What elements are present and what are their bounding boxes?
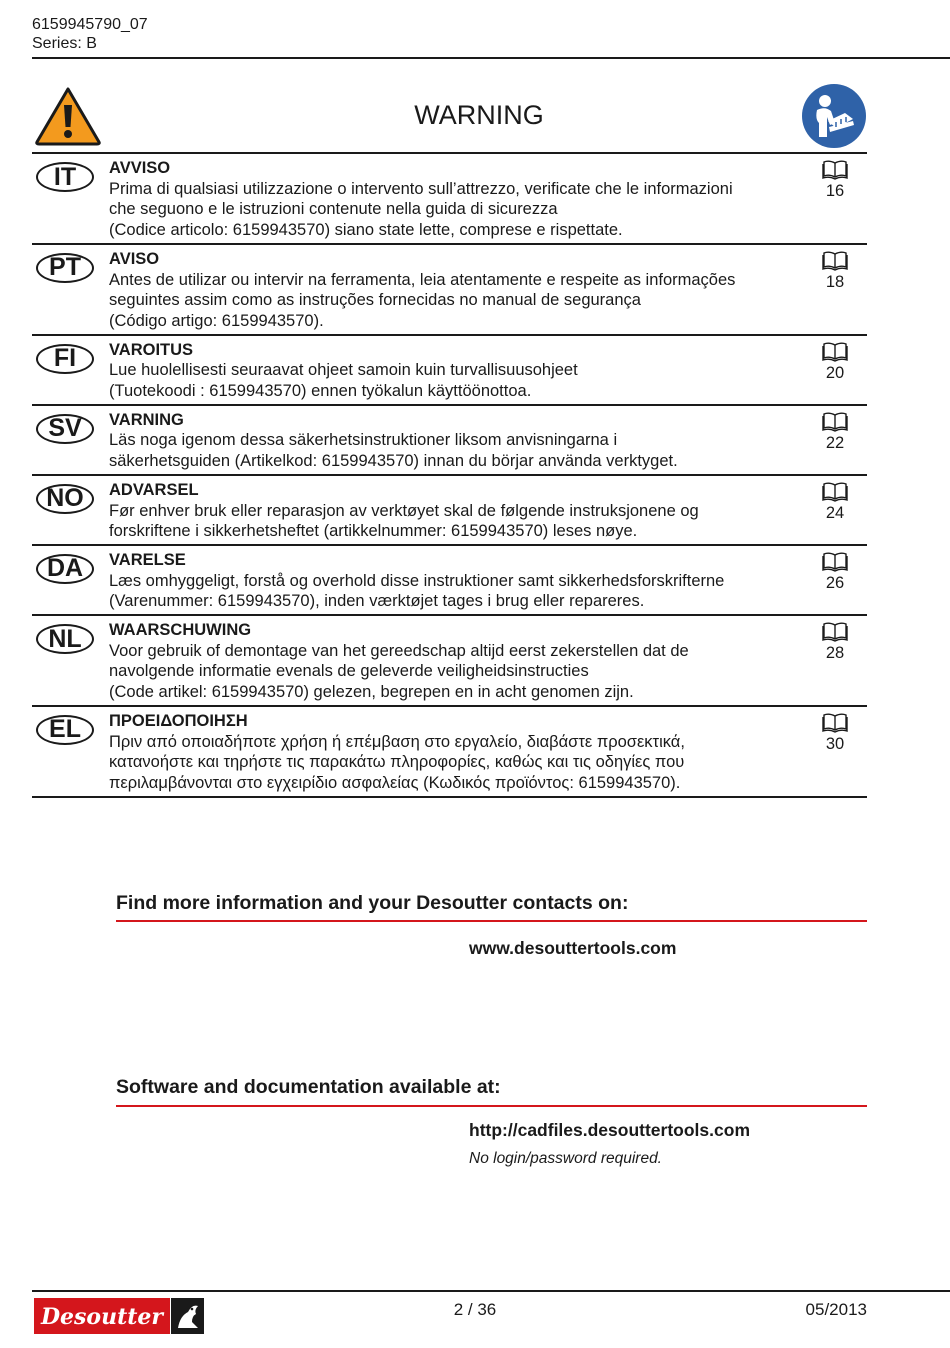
manual-page-reference <box>821 622 849 663</box>
document-code: 6159945790_07 <box>32 16 148 33</box>
warning-heading: AVISO <box>109 249 160 268</box>
book-icon <box>822 482 848 502</box>
manual-page-reference <box>821 482 849 523</box>
software-heading: Software and documentation available at: <box>116 1076 501 1098</box>
warning-table <box>32 152 867 798</box>
warning-heading: AVVISO <box>109 159 171 177</box>
language-code-badge: IT <box>36 162 94 192</box>
footer-rule <box>32 1290 950 1292</box>
header-rule <box>32 57 950 59</box>
page-number: 2 / 36 <box>453 1300 497 1319</box>
manual-page-number: 26 <box>825 573 845 592</box>
contacts-url-link[interactable]: www.desouttertools.com <box>469 938 677 958</box>
contacts-heading: Find more information and your Desoutter contacts on: <box>116 892 629 914</box>
warning-text <box>109 550 809 612</box>
language-code-badge: EL <box>36 715 94 745</box>
warning-row-pt <box>32 243 867 334</box>
manual-page-number: 30 <box>825 734 845 753</box>
warning-text <box>109 340 809 402</box>
publication-date: 05/2013 <box>805 1300 867 1319</box>
book-icon <box>822 342 848 362</box>
warning-row-fi <box>32 334 867 404</box>
warning-row-it <box>32 152 867 243</box>
book-icon <box>822 251 848 271</box>
manual-page-number: 28 <box>825 644 845 663</box>
warning-row-no <box>32 474 867 544</box>
warning-row-el <box>32 705 867 798</box>
read-manual-icon <box>801 83 867 149</box>
warning-text <box>109 480 809 542</box>
warning-heading: ΠΡΟΕΙΔΟΠΟΙΗΣΗ <box>109 711 248 730</box>
page-title: WARNING <box>414 100 544 130</box>
manual-page-number: 18 <box>825 272 845 291</box>
warning-body: Πριν από οποιαδήποτε χρήση ή επέμβαση στο εργαλείο, διαβάστε προσεκτικά, κατανοήστε και τηρήστε τις παρακάτω πληροφορίες, καθώς και τις οδηγίες που περιλαμβάνονται στο εγχειρίδιο ασφαλείας (Κωδικός προϊόντος: 6159943570). <box>109 732 685 792</box>
book-icon <box>822 622 848 642</box>
manual-page-reference <box>821 552 849 593</box>
manual-page-reference <box>821 412 849 453</box>
warning-body: Læs omhyggeligt, forstå og overhold disse instruktioner samt sikkerhedsforskrifterne (Varenummer: 6159943570), inden værktøjet tages i brug eller repareres. <box>109 571 725 611</box>
warning-heading: WAARSCHUWING <box>109 621 252 640</box>
warning-heading: ADVARSEL <box>109 480 199 499</box>
warning-text <box>109 158 809 241</box>
series-label: Series: B <box>32 35 97 52</box>
warning-body: Før enhver bruk eller reparasjon av verktøyet skal de følgende instruksjonene og forskriftene i sikkerhetsheftet (artikkelnummer: 6159943570) leses nøye. <box>109 501 699 541</box>
manual-page-number: 20 <box>825 363 845 382</box>
manual-page-reference <box>821 160 849 201</box>
manual-page-number: 22 <box>825 433 845 452</box>
language-code-badge: NO <box>36 484 94 514</box>
language-code-badge: PT <box>36 253 94 283</box>
contacts-divider <box>116 920 867 922</box>
manual-page-reference <box>821 713 849 754</box>
software-divider <box>116 1105 867 1107</box>
warning-body: Prima di qualsiasi utilizzazione o intervento sull’attrezzo, verificate che le informazioni che seguono e le istruzioni contenute nella guida di sicurezza (Codice articolo: 6159943570) siano state lette, comprese e rispettate. <box>109 179 733 240</box>
software-url-link[interactable]: http://cadfiles.desouttertools.com <box>469 1120 750 1140</box>
manual-page-reference <box>821 251 849 292</box>
warning-row-da <box>32 544 867 614</box>
book-icon <box>822 412 848 432</box>
svg-text:Desoutter: Desoutter <box>40 1304 164 1330</box>
manual-page-number: 16 <box>825 182 845 200</box>
language-code-badge: DA <box>36 554 94 584</box>
warning-heading: VARELSE <box>109 550 186 569</box>
warning-body: Läs noga igenom dessa säkerhetsinstruktioner liksom anvisningarna i säkerhetsguiden (Artikelkod: 6159943570) innan du börjar använda verktyget. <box>109 431 678 471</box>
manual-page-number: 24 <box>825 503 845 522</box>
book-icon <box>822 713 848 733</box>
book-icon <box>822 160 848 180</box>
warning-text <box>109 410 809 472</box>
warning-body: Lue huolellisesti seuraavat ohjeet samoin kuin turvallisuusohjeet (Tuotekoodi : 6159943570) ennen työkalun käyttöönottoa. <box>109 361 578 401</box>
warning-heading: VAROITUS <box>109 340 194 359</box>
language-code-badge: FI <box>36 344 94 374</box>
warning-row-sv <box>32 404 867 474</box>
book-icon <box>822 552 848 572</box>
manual-page-reference <box>821 342 849 383</box>
warning-text <box>109 249 809 332</box>
login-note: No login/password required. <box>469 1150 662 1167</box>
warning-text <box>109 620 809 703</box>
warning-body: Voor gebruik of demontage van het gereedschap altijd eerst zekerstellen dat de navolgende informatie evenals de geleverde veiligheidsinstructies (Code artikel: 6159943570) gelezen, begrepen en in acht genomen zijn. <box>109 641 689 702</box>
language-code-badge: NL <box>36 624 94 654</box>
warning-heading: VARNING <box>109 410 184 429</box>
warning-text <box>109 711 809 794</box>
warning-row-nl <box>32 614 867 705</box>
warning-body: Antes de utilizar ou intervir na ferramenta, leia atentamente e respeite as informações seguintes assim como as instruções fornecidas no manual de segurança (Código artigo: 6159943570). <box>109 270 736 330</box>
language-code-badge: SV <box>36 414 94 444</box>
